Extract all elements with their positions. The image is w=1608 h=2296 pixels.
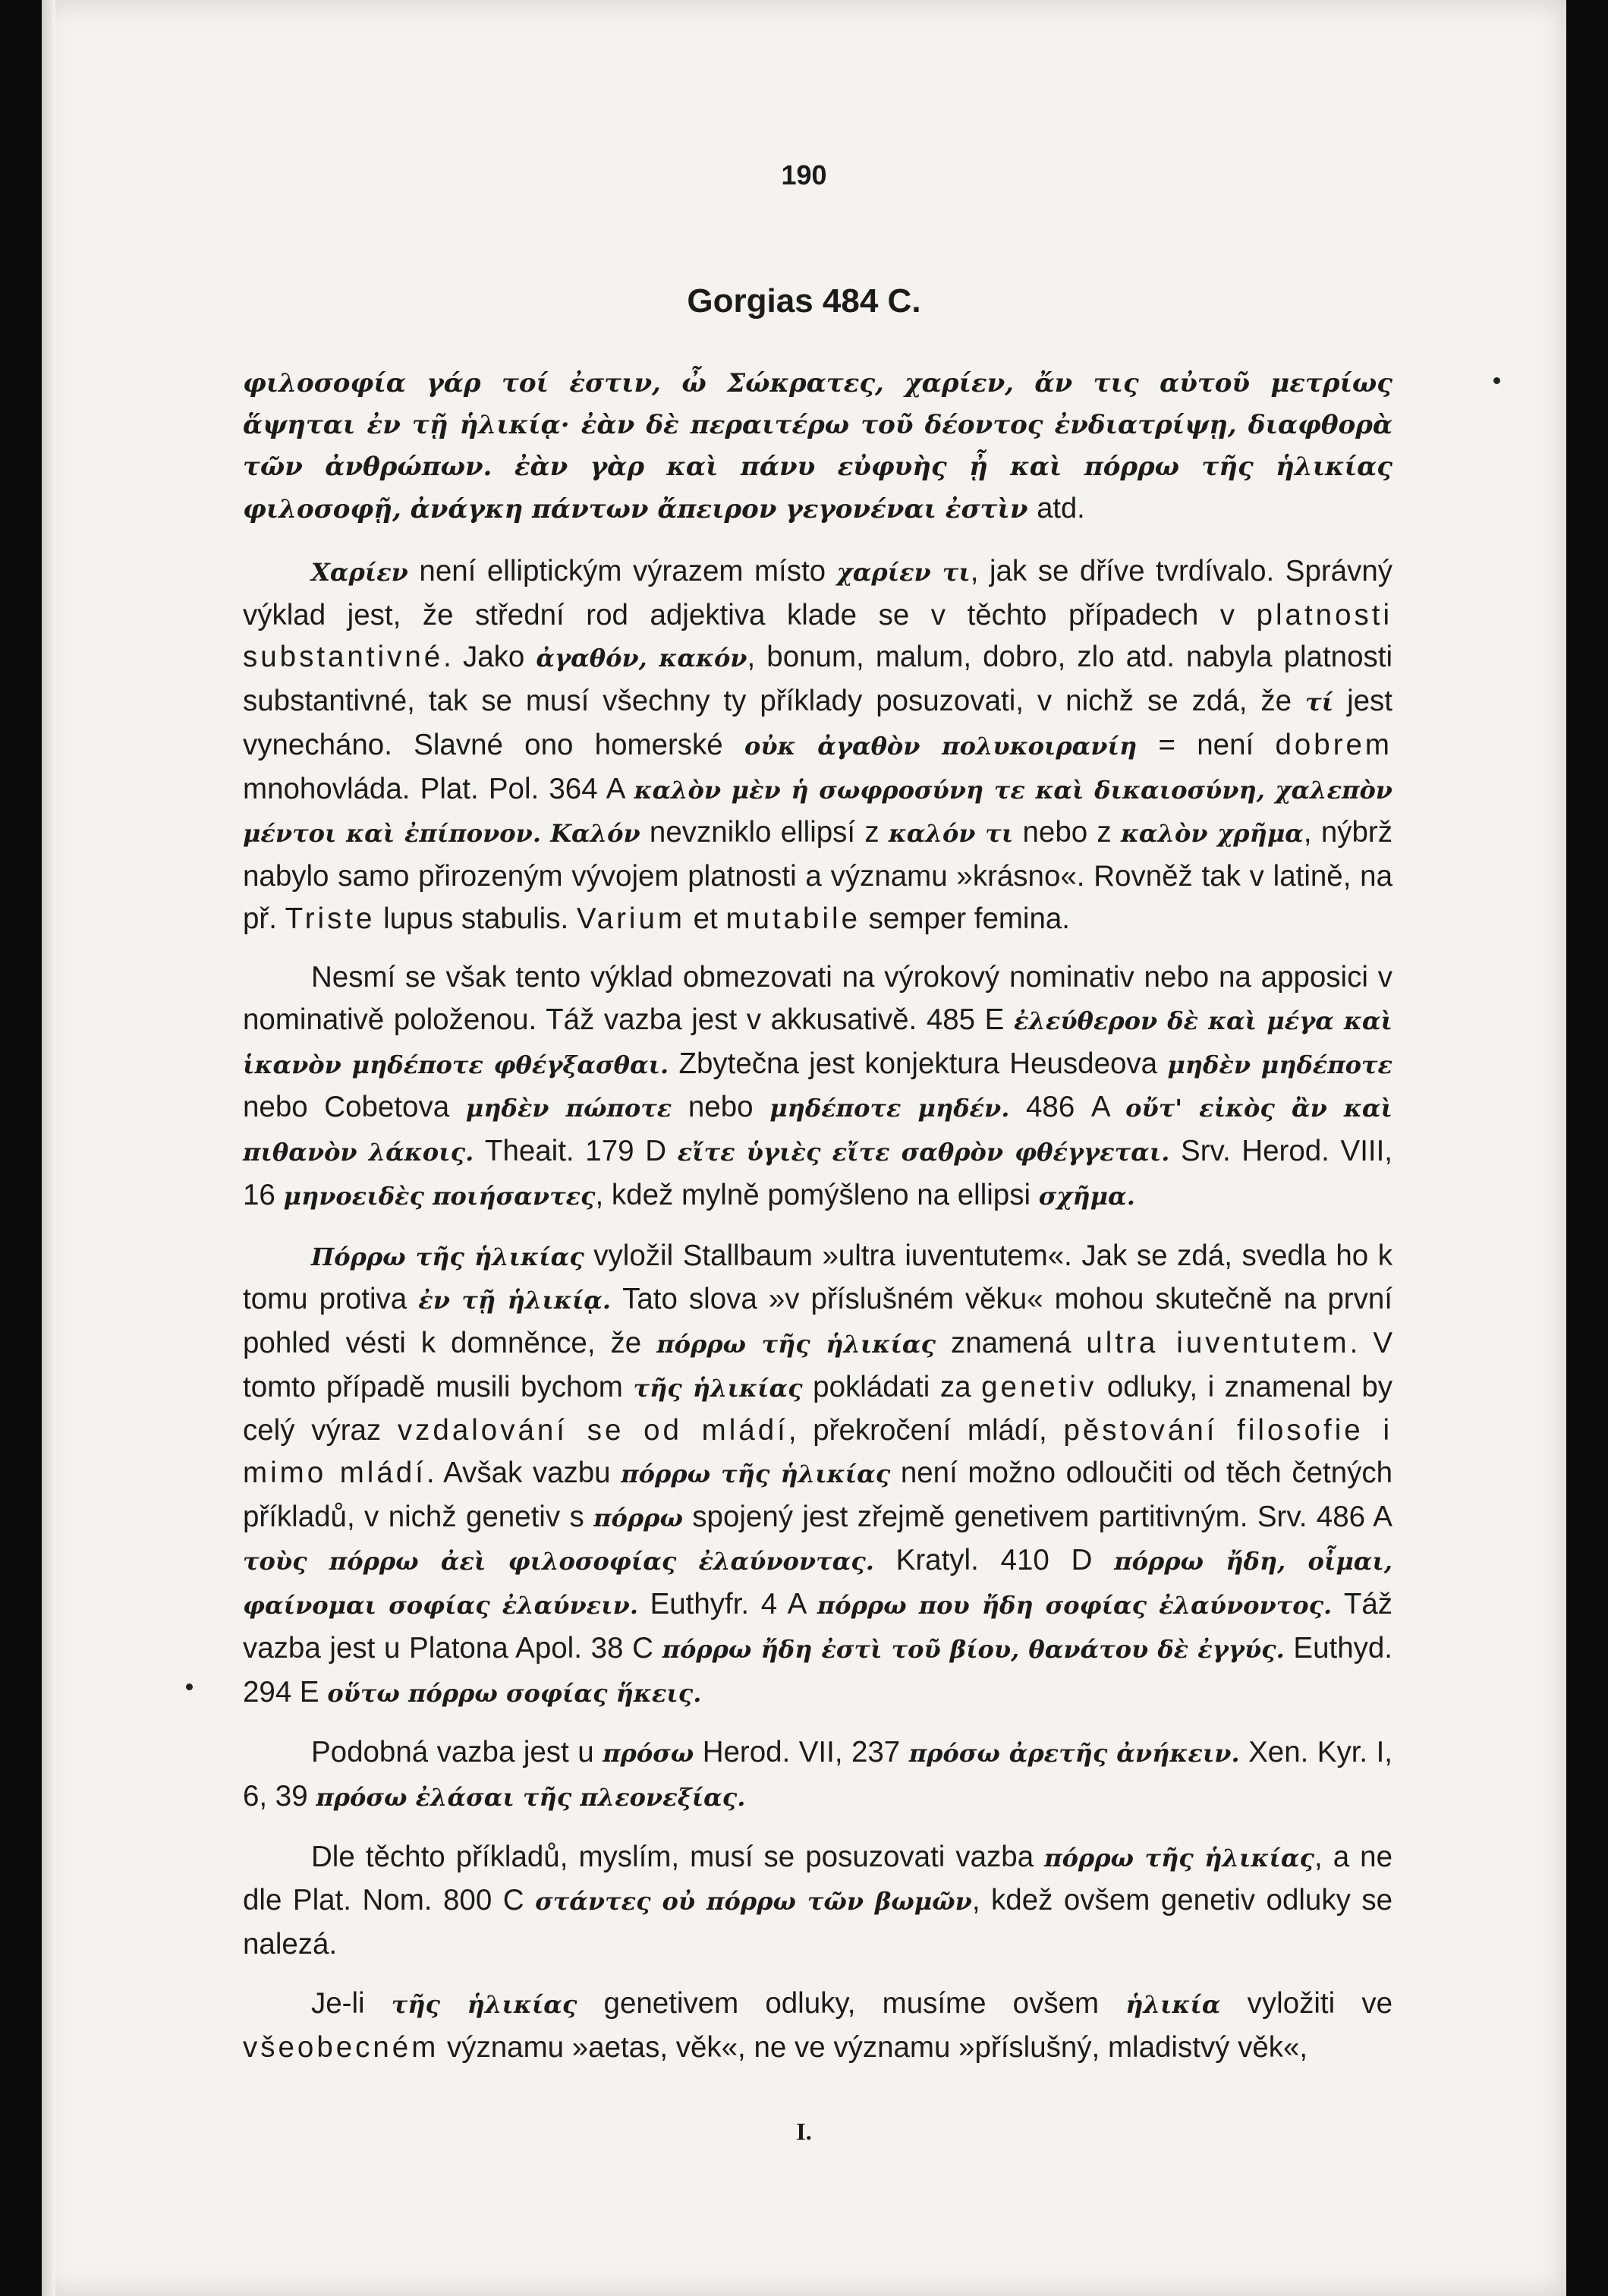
greek-phrase: πρόσω ἀρετῆς ἀνήκειν. [908, 1739, 1240, 1768]
greek-phrase: τί [1305, 688, 1334, 717]
text-run: . Avšak vazbu [426, 1457, 621, 1490]
greek-phrase: καλὸν χρῆμα [1120, 819, 1304, 849]
text-run: et [684, 902, 726, 935]
greek-phrase: πόρρω τῆς ἡλικίας [621, 1460, 891, 1489]
text-run: Srv. Herod. VIII, 16 [243, 1135, 1393, 1211]
text-run: Kratyl. 410 D [873, 1544, 1115, 1577]
text-run: nebo [672, 1091, 770, 1124]
text-run: Nesmí se však tento výklad obmezovati na výrokový nominativ nebo na apposici v nominativě položenou. Táž vazba jest v akkusativě. 485 E [243, 961, 1392, 1037]
greek-phrase: πρόσω [603, 1739, 694, 1768]
text-run: 486 A [1009, 1091, 1126, 1124]
spaced-emphasis: Triste [285, 902, 376, 935]
commentary-body [243, 550, 1392, 2085]
greek-phrase: μηνοειδὲς ποιήσαντες [283, 1181, 596, 1211]
text-run: , jak se dříve tvrdívalo. Správný výklad jest, že střední rod adjektiva klade se v těchto případech v [243, 555, 1393, 631]
text-run: , a ne dle Plat. Nom. 800 C [243, 1840, 1393, 1917]
text-run: Tato slova »v příslušném věku« mohou skutečně na první pohled vésti k domněnce, že [243, 1283, 1392, 1359]
greek-phrase: τοὺς πόρρω ἀεὶ φιλοσοφίας ἐλαύνοντας. [243, 1547, 874, 1576]
greek-phrase: μηδὲν πώποτε [465, 1094, 672, 1123]
greek-phrase: καλόν τι [888, 819, 1014, 849]
greek-phrase: μηδὲν μηδέποτε [1167, 1050, 1393, 1079]
greek-phrase: οὐκ ἀγαθὸν πολυκοιρανίη [744, 731, 1138, 761]
paragraph-5 [243, 1836, 1392, 1966]
text-run: , bonum, malum, dobro, zlo atd. nabyla platnosti substantivné, tak se musí všechny ty příklady posuzovati, v nichž se zdá, že [243, 641, 1392, 718]
greek-phrase: ἐλεύθερον δὲ καὶ μέγα καὶ ἱκανὸν μηδέποτε φθέγξασθαι. [243, 1006, 1392, 1079]
greek-phrase: ἀγαθόν, κακόν [536, 644, 747, 673]
greek-phrase: πρόσω ἐλάσαι τῆς πλεονεξίας. [316, 1782, 746, 1812]
greek-quotation [243, 363, 1392, 531]
text-run: Táž vazba jest u Platona Apol. 38 C [243, 1588, 1393, 1665]
quote-greek-text: φιλοσοφία γάρ τοί ἐστιν, ὦ Σώκρατες, χαρίεν, ἄν τις αὐτοῦ μετρίως ἅψηται ἐν τῇ ἡλικίᾳ· ἐὰν δὲ περαιτέρω τοῦ δέοντος ἐνδιατρίψῃ, διαφθορὰ τῶν ἀνθρώπων. ἐὰν γὰρ καὶ πάνυ εὐφυὴς ᾖ καὶ πόρρω τῆς ἡλικίας φιλοσοφῇ, ἀνάγκη πάντων ἄπειρον γεγονέναι ἐστὶν [243, 368, 1392, 524]
text-run: Zbytečna jest konjektura Heusdeova [669, 1047, 1168, 1080]
paragraph-1 [243, 550, 1392, 940]
paragraph-4 [243, 1731, 1392, 1819]
greek-phrase: ἐν τῇ ἡλικίᾳ. [418, 1286, 612, 1315]
spaced-emphasis: mutabile [725, 902, 861, 935]
text-run: nebo z [1013, 816, 1121, 849]
text-run: genetivem odluky, musíme ovšem [577, 1986, 1126, 2020]
greek-phrase: πόρρω τῆς ἡλικίας [1044, 1843, 1314, 1872]
page-number: 190 [781, 159, 827, 191]
text-run: Euthyfr. 4 A [637, 1588, 817, 1621]
spaced-emphasis: vzdalování se od mládí [397, 1414, 788, 1447]
greek-phrase: Χαρίεν [311, 558, 408, 587]
text-run: nebo Cobetova [243, 1091, 466, 1124]
scan-speck [186, 1683, 193, 1690]
text-run: Xen. Kyr. I, 6, 39 [243, 1736, 1392, 1813]
greek-phrase: εἴτε ὑγιὲς εἴτε σαθρὸν φθέγγεται. [677, 1138, 1170, 1167]
greek-phrase: ἡλικία [1125, 1989, 1221, 2019]
text-run: Dle těchto příkladů, myslím, musí se posuzovati vazba [311, 1840, 1045, 1873]
text-run: významu »aetas, věk«, ne ve významu »příslušný, mladistvý věk«, [439, 2030, 1308, 2064]
greek-phrase: χαρίεν τι [836, 558, 971, 587]
text-run: znamená [935, 1326, 1087, 1359]
text-run: semper femina. [860, 902, 1071, 935]
text-run: Herod. VII, 237 [694, 1736, 909, 1769]
text-run: = není [1137, 728, 1276, 761]
section-heading: Gorgias 484 C. [687, 282, 921, 320]
greek-phrase: τῆς ἡλικίας [633, 1373, 803, 1403]
greek-phrase: πόρρω τῆς ἡλικίας [656, 1329, 936, 1359]
greek-phrase: τῆς ἡλικίας [391, 1989, 577, 2019]
spaced-emphasis: genetiv [981, 1370, 1097, 1403]
text-run: , kdež mylně pomýšleno na ellipsi [595, 1178, 1039, 1211]
text-run: odluky, i znamenal by celý výraz [243, 1370, 1392, 1447]
text-run: . V tomto případě musili bychom [243, 1326, 1392, 1403]
text-run: , nýbrž nabylo samo přirozeným vývojem platnosti a významu »krásno«. Rovněž tak v latině, na př. [243, 816, 1392, 935]
spaced-emphasis: Varium [576, 902, 685, 935]
greek-phrase: πόρρω [593, 1503, 683, 1532]
text-run: spojený jest zřejmě genetivem partitivným. Srv. 486 A [682, 1500, 1392, 1533]
spaced-emphasis: platnosti substantivné [243, 598, 1392, 674]
text-run: Je-li [311, 1986, 392, 2020]
greek-phrase: στάντες οὐ πόρρω τῶν βωμῶν [535, 1887, 972, 1916]
text-run: mnohovláda. Plat. Pol. 364 A [243, 772, 634, 805]
greek-phrase: Καλόν [550, 819, 640, 849]
text-run: vyložil Stallbaum »ultra iuventutem«. Jak se zdá, svedla ho k tomu protiva [243, 1239, 1393, 1316]
signature-mark: I. [796, 2118, 812, 2145]
page-sheet [42, 0, 1566, 2296]
text-run: pokládati za [802, 1370, 982, 1403]
greek-phrase: πόρρω ἤδη, οἶμαι, φαίνομαι σοφίας ἐλαύνειν. [243, 1547, 1393, 1620]
text-run [541, 816, 550, 849]
greek-phrase: οὕτω πόρρω σοφίας ἥκεις. [327, 1678, 702, 1708]
greek-phrase: πόρρω ἤδη ἐστὶ τοῦ βίου, θανάτου δὲ ἐγγύς. [662, 1634, 1285, 1664]
text-run: není možno odloučiti od těch četných příkladů, v nichž genetiv s [243, 1457, 1393, 1533]
text-run: lupus stabulis. [375, 902, 577, 935]
quote-suffix: atd. [1037, 493, 1085, 524]
paragraph-2 [243, 956, 1392, 1217]
scan-edge [42, 0, 55, 2296]
text-run: jest vynecháno. Slavné ono homerské [243, 685, 1392, 761]
spaced-emphasis: všeobecném [243, 2030, 439, 2064]
text-run: , kdež ovšem genetiv odluky se nalezá. [243, 1884, 1393, 1961]
scan-speck [1493, 377, 1500, 384]
greek-phrase: μηδέποτε μηδέν. [769, 1094, 1010, 1123]
paragraph-6 [243, 1983, 1392, 2068]
greek-phrase: Πόρρω τῆς ἡλικίας [311, 1242, 584, 1271]
greek-phrase: σχῆμα. [1038, 1181, 1135, 1211]
text-run: vyložiti ve [1220, 1986, 1392, 2020]
paragraph-3 [243, 1235, 1392, 1715]
text-run: Podobná vazba jest u [311, 1736, 603, 1769]
text-run: Euthyd. 294 E [243, 1631, 1392, 1709]
text-run: , překročení mládí, [788, 1414, 1064, 1447]
greek-phrase: οὔτ' εἰκὸς ἂν καὶ πιθανὸν λάκοις. [243, 1094, 1393, 1167]
greek-phrase: καλὸν μὲν ἡ σωφροσύνη τε καὶ δικαιοσύνη, χαλεπὸν μέντοι καὶ ἐπίπονον. [243, 775, 1393, 849]
greek-phrase: πόρρω που ἤδη σοφίας ἐλαύνοντος. [817, 1591, 1333, 1620]
spaced-emphasis: ultra iuventutem [1086, 1326, 1350, 1359]
text-run: nevzniklo ellipsí z [640, 816, 889, 849]
text-run: není elliptickým výrazem místo [408, 555, 837, 587]
spaced-emphasis: dobrem [1275, 728, 1393, 761]
text-run: . Jako [443, 641, 537, 674]
text-run: Theait. 179 D [474, 1135, 678, 1168]
spaced-emphasis: pěstování filosofie i mimo mládí [243, 1414, 1393, 1490]
